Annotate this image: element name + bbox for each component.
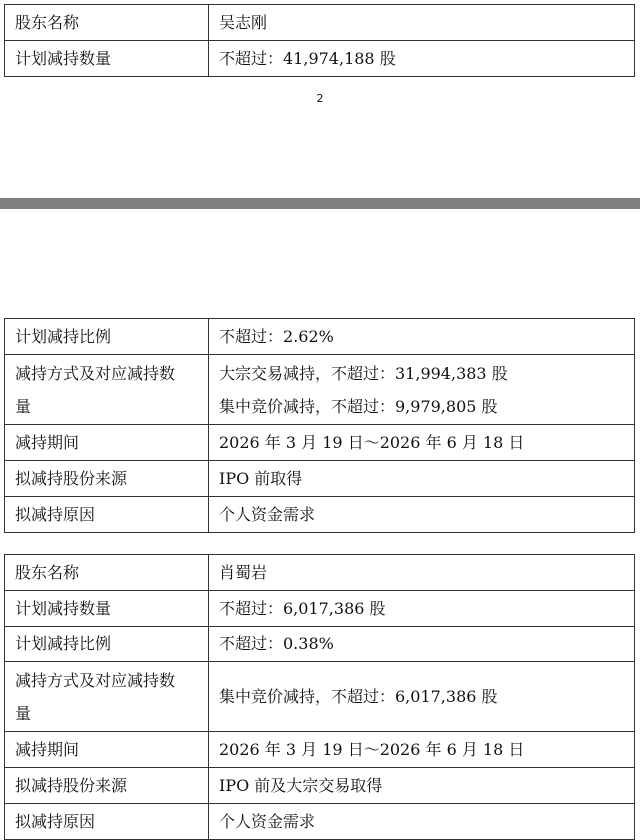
label-reduction-method xyxy=(5,355,209,425)
value-reduction-method xyxy=(209,355,635,425)
method-block-trade: 大宗交易减持，不超过：31,994,383 股 xyxy=(219,363,508,383)
table-row xyxy=(5,5,635,41)
value-planned-quantity: 不超过：6,017,386 股 xyxy=(209,591,635,627)
table-row xyxy=(5,627,635,662)
value-reduction-period: 2026 年 3 月 19 日～2026 年 6 月 18 日 xyxy=(209,732,635,768)
label-reduction-method xyxy=(5,662,209,732)
label-share-source: 拟减持股份来源 xyxy=(5,768,209,804)
table-row xyxy=(5,497,635,533)
table-row xyxy=(5,355,635,425)
label-reduction-reason: 拟减持原因 xyxy=(5,804,209,840)
shareholder-wu-table xyxy=(4,4,635,77)
label-shareholder-name: 股东名称 xyxy=(5,5,209,41)
value-reduction-reason: 个人资金需求 xyxy=(209,497,635,533)
label-line: 量 xyxy=(15,396,32,416)
value-share-source: IPO 前取得 xyxy=(209,461,635,497)
label-reduction-period: 减持期间 xyxy=(5,732,209,768)
value-reduction-reason: 个人资金需求 xyxy=(209,804,635,840)
value-planned-ratio: 不超过：2.62% xyxy=(209,319,635,355)
label-reduction-period: 减持期间 xyxy=(5,425,209,461)
label-line: 量 xyxy=(15,703,32,723)
shareholder-xiao-table xyxy=(4,554,635,840)
table-row xyxy=(5,768,635,804)
table-row xyxy=(5,732,635,768)
shareholder-wu-table-continued xyxy=(4,318,635,533)
label-planned-ratio: 计划减持比例 xyxy=(5,319,209,355)
value-shareholder-name: 吴志刚 xyxy=(209,5,635,41)
value-planned-ratio: 不超过：0.38% xyxy=(209,627,635,662)
table-row xyxy=(5,461,635,497)
table-row xyxy=(5,319,635,355)
page-number: 2 xyxy=(316,92,324,105)
label-reduction-reason: 拟减持原因 xyxy=(5,497,209,533)
value-share-source: IPO 前及大宗交易取得 xyxy=(209,768,635,804)
label-planned-quantity: 计划减持数量 xyxy=(5,591,209,627)
value-shareholder-name: 肖蜀岩 xyxy=(209,555,635,591)
table-row xyxy=(5,41,635,77)
value-reduction-method: 集中竞价减持，不超过：6,017,386 股 xyxy=(209,662,635,732)
table-row xyxy=(5,662,635,732)
label-line: 减持方式及对应减持数 xyxy=(15,670,176,690)
label-shareholder-name: 股东名称 xyxy=(5,555,209,591)
page-separator xyxy=(0,198,640,209)
label-planned-quantity: 计划减持数量 xyxy=(5,41,209,77)
value-reduction-period: 2026 年 3 月 19 日～2026 年 6 月 18 日 xyxy=(209,425,635,461)
value-planned-quantity: 不超过：41,974,188 股 xyxy=(209,41,635,77)
label-share-source: 拟减持股份来源 xyxy=(5,461,209,497)
table-row xyxy=(5,425,635,461)
method-centralized-bidding: 集中竞价减持，不超过：9,979,805 股 xyxy=(219,396,498,416)
table-row xyxy=(5,555,635,591)
label-line: 减持方式及对应减持数 xyxy=(15,363,176,383)
label-planned-ratio: 计划减持比例 xyxy=(5,627,209,662)
table-row xyxy=(5,591,635,627)
table-row xyxy=(5,804,635,840)
